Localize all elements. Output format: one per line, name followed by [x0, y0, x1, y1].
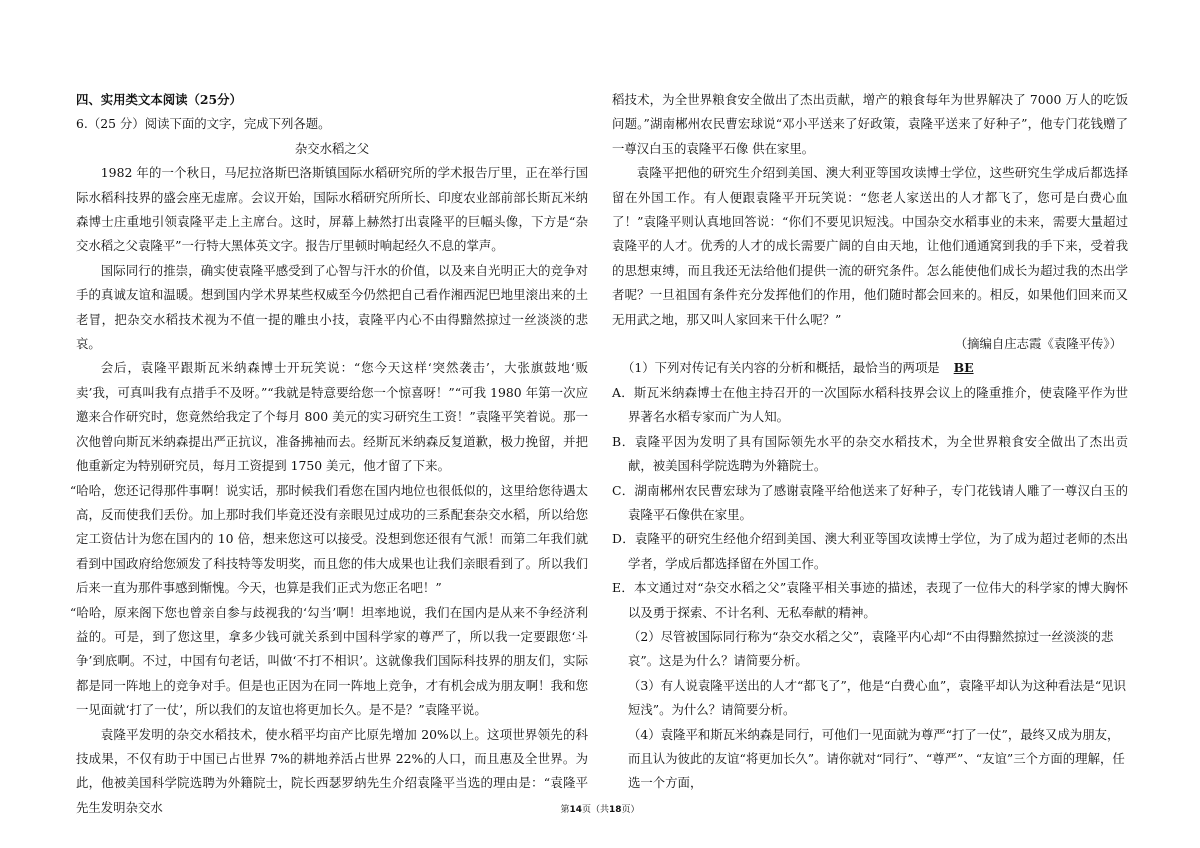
paragraph: 袁隆平发明的杂交水稻技术，使水稻平均亩产比原先增加 20%以上。这项世界领先的科技成果，不仅有助于中国已占世界 7%的耕地养活占世界 22%的人口，而且惠及全世界。为此，他被美国科学院选聘为外籍院士，院长西瑟罗纳先生介绍袁隆平当选的理由是：“袁隆平先生发明杂交水 [76, 726, 588, 815]
option-d: D．袁隆平的研究生经他介绍到美国、澳大利亚等国攻读博士学位，为了成为超过老师的杰出学者，学成后都选择留在外国工作。 [612, 531, 1128, 571]
paragraph-continuation: 稻技术，为全世界粮食安全做出了杰出贡献，增产的粮食每年为世界解决了 7000 万人的吃饭问题。”湖南郴州农民曹宏球说“邓小平送来了好政策，袁隆平送来了好种子”，他专门花钱赠了一尊汉白玉的袁隆平石像 供在家里。 [612, 92, 1128, 156]
source-citation: （摘编自庄志霞《袁隆平传》） [954, 336, 1122, 352]
article-title: 杂交水稻之父 [294, 140, 370, 156]
page-number: 14 [569, 805, 582, 815]
paragraph: 国际同行的推崇，确实使袁隆平感受到了心智与汗水的价值，以及来自光明正大的竞争对手的真诚友谊和温暖。想到国内学术界某些权威至今仍然把自己看作湘西泥巴地里滚出来的土老冒，把杂交水稻技术视为不值一提的雕虫小技，袁隆平内心不由得黯然掠过一丝淡淡的悲哀。 [76, 262, 588, 352]
option-c: C．湖南郴州农民曹宏球为了感谢袁隆平给他送来了好种子，专门花钱请人雕了一尊汉白玉的袁隆平石像供在家里。 [612, 482, 1128, 522]
question-4: （4）袁隆平和斯瓦米纳森是同行，可他们一见面就为尊严“打了一仗”，最终又成为朋友，而且认为彼此的友谊“将更加长久”。请你就对“同行”、“尊严”、“友谊”三个方面的理解，任选一个方面， [628, 726, 1125, 791]
question-intro: 6.（25 分）阅读下面的文字，完成下列各题。 [76, 116, 331, 132]
question-3: （3）有人说袁隆平送出的人才“都飞了”，他是“白费心血”，袁隆平却认为这种看法是“见识短浅”。为什么？请简要分析。 [628, 677, 1127, 718]
question-1-text: （1）下列对传记有关内容的分析和概括，最恰当的两项是 [622, 360, 940, 376]
footer-mid: 页（共 [581, 805, 609, 815]
quote-paragraph: “哈哈，您还记得那件事啊！说实话，那时候我们看您在国内地位也很低似的，这里给您待遇太高，反而使我们丢份。加上那时我们毕竟还没有亲眼见过成功的三系配套杂交水稻，所以给您定工资估计为您在国内的 10 倍，想来您这可以接受。没想到您还很有气派！而第二年我们就看到中国政府给您颁发了科技特等发明奖，而且您的伟大成果也让我们亲眼看到了。所以我们后来一直为那件事感到惭愧。今天，也算是我们正式为您正名吧！” [69, 482, 588, 596]
option-a: A．斯瓦米纳森博士在他主持召开的一次国际水稻科技界会议上的隆重推介，使袁隆平作为世界著名水稻专家而广为人知。 [612, 384, 1128, 425]
right-column [612, 88, 1128, 796]
footer-pre: 第 [560, 805, 570, 815]
option-b: B．袁隆平因为发明了具有国际领先水平的杂交水稻技术，为全世界粮食安全做出了杰出贡献，被美国科学院选聘为外籍院士。 [612, 433, 1128, 474]
quote-paragraph: “哈哈，原来阁下您也曾亲自参与歧视我的‘勾当’啊！坦率地说，我们在国内是从来不争经济利益的。可是，到了您这里，拿多少钱可就关系到中国科学家的尊严了，所以我一定要跟您‘斗争’到底啊。不过，中国有句老话，叫做‘不打不相识’。这就像我们国际科技界的朋友们，实际都是同一阵地上的竞争对手。但是也正因为在同一阵地上竞争，才有机会成为朋友啊！我和您一见面就‘打了一仗’，所以我们的友谊也将更加长久。是不是？”袁隆平说。 [69, 604, 588, 718]
question-1 [612, 356, 1128, 380]
answer-blank: BE [953, 360, 974, 376]
footer-post: 页） [621, 805, 640, 815]
option-e: E．本文通过对“杂交水稻之父”袁隆平相关事迹的描述，表现了一位伟大的科学家的博大胸怀以及勇于探索、不计名利、无私奉献的精神。 [612, 580, 1128, 620]
section-heading: 四、实用类文本阅读（25分） [76, 92, 242, 107]
page-footer [0, 802, 1200, 815]
question-2: （2）尽管被国际同行称为“杂交水稻之父”，袁隆平内心却“不由得黯然掠过一丝淡淡的悲哀”。这是为什么？请简要分析。 [628, 628, 1114, 669]
paragraph: 1982 年的一个秋日，马尼拉洛斯巴洛斯镇国际水稻研究所的学术报告厅里，正在举行国际水稻科技界的盛会座无虚席。会议开始，国际水稻研究所所长、印度农业部前部长斯瓦米纳森博士庄重地引领袁隆平走上主席台。这时，屏幕上赫然打出袁隆平的巨幅头像，下方是“杂交水稻之父袁隆平”一行特大黑体英文字。报告厅里顿时响起经久不息的掌声。 [76, 165, 588, 254]
paragraph: 袁隆平把他的研究生介绍到美国、澳大利亚等国攻读博士学位，这些研究生学成后都选择留在外国工作。有人便跟袁隆平开玩笑说：“您老人家送出的人才都飞了，您可是白费心血了！”袁隆平则认真地回答说：“你们不要见识短浅。中国杂交水稻事业的未来，需要大量超过袁隆平的人才。优秀的人才的成长需要广阔的自由天地，让他们通通窝到我的手下来，受着我的思想束缚，而且我还无法给他们提供一流的研究条件。怎么能使他们成长为超过我的杰出学者呢？一旦祖国有条件充分发挥他们的作用，他们随时都会回来的。相反，如果他们回来而又无用武之地，那又叫人家回来干什么呢？” [612, 165, 1128, 327]
page-total: 18 [609, 805, 622, 815]
left-column [69, 88, 588, 820]
paragraph: 会后，袁隆平跟斯瓦米纳森博士开玩笑说：“您今天这样‘突然袭击’，大张旗鼓地‘贩卖’我，可真叫我有点措手不及呀。”“我就是特意要给您一个惊喜呀！”“可我 1980 年第一次应邀来合作研究时，您竟然给我定了个每月 800 美元的实习研究生工资！”袁隆平笑着说。那一次他曾向斯瓦米纳森提出严正抗议，准备拂袖而去。经斯瓦米纳森反复道歉，极力挽留，并把他重新定为特别研究员，每月工资提到 1750 美元，他才留了下来。 [76, 360, 588, 474]
